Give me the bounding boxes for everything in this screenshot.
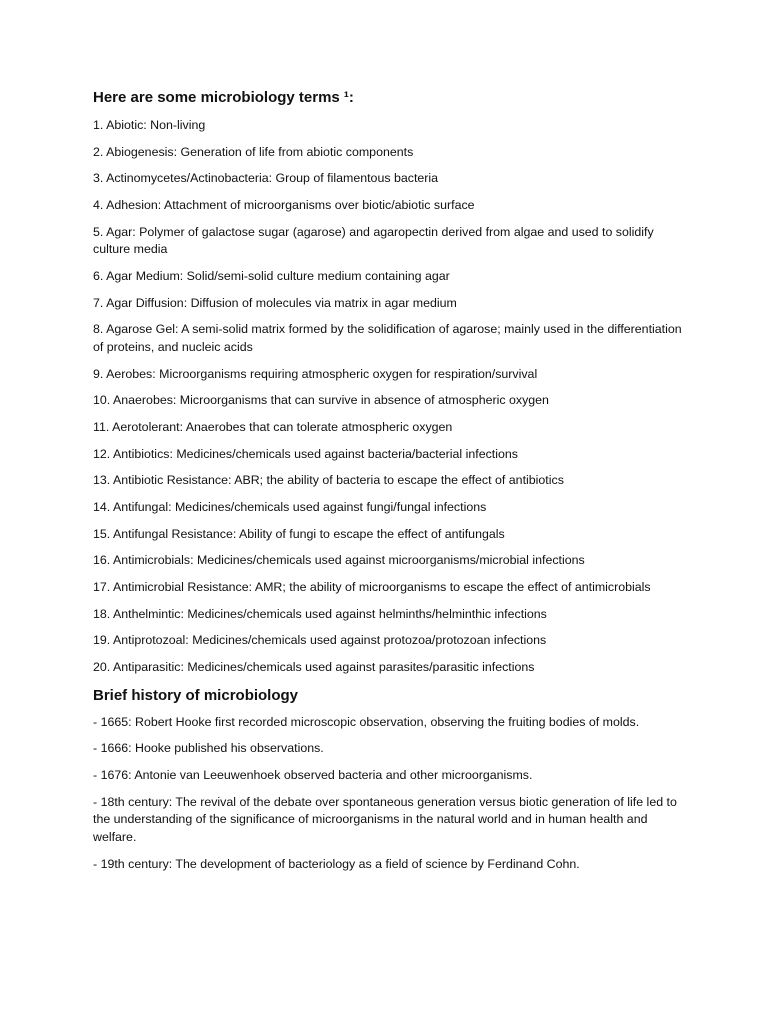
term-item: 18. Anthelmintic: Medicines/chemicals used against helminths/helminthic infections [93, 606, 547, 621]
term-item: 13. Antibiotic Resistance: ABR; the ability of bacteria to escape the effect of antibiotics [93, 473, 564, 488]
term-item: 19. Antiprotozoal: Medicines/chemicals used against protozoa/protozoan infections [93, 633, 547, 648]
term-item: 8. Agarose Gel: A semi-solid matrix formed by the solidification of agarose; mainly used in the differentiation of proteins, and nucleic acids [93, 322, 682, 354]
term-item: 9. Aerobes: Microorganisms requiring atmospheric oxygen for respiration/survival [93, 366, 538, 381]
term-item: 3. Actinomycetes/Actinobacteria: Group of filamentous bacteria [93, 171, 439, 186]
history-heading: Brief history of microbiology [93, 686, 299, 704]
document-page [93, 88, 683, 882]
term-item: 10. Anaerobes: Microorganisms that can survive in absence of atmospheric oxygen [93, 393, 549, 408]
term-item: 14. Antifungal: Medicines/chemicals used against fungi/fungal infections [93, 499, 487, 514]
term-item: 4. Adhesion: Attachment of microorganisms over biotic/abiotic surface [93, 198, 475, 213]
term-item: 2. Abiogenesis: Generation of life from abiotic components [93, 144, 414, 159]
term-item: 1. Abiotic: Non-living [93, 118, 206, 132]
history-item: - 18th century: The revival of the debate over spontaneous generation versus biotic generation of life led to the understanding of the significance of microorganisms in the natural world and in human health and welfare. [93, 794, 677, 844]
term-item: 17. Antimicrobial Resistance: AMR; the ability of microorganisms to escape the effect of antimicrobials [93, 580, 651, 594]
term-item: 15. Antifungal Resistance: Ability of fungi to escape the effect of antifungals [93, 526, 505, 541]
history-item: - 1676: Antonie van Leeuwenhoek observed bacteria and other microorganisms. [93, 768, 533, 783]
term-item: 16. Antimicrobials: Medicines/chemicals used against microorganisms/microbial infections [93, 553, 585, 568]
history-item: - 19th century: The development of bacteriology as a field of science by Ferdinand Cohn. [93, 856, 580, 871]
term-item: 12. Antibiotics: Medicines/chemicals used against bacteria/bacterial infections [93, 446, 518, 461]
term-item: 6. Agar Medium: Solid/semi-solid culture medium containing agar [93, 268, 450, 283]
term-item: 20. Antiparasitic: Medicines/chemicals used against parasites/parasitic infections [93, 660, 535, 675]
term-item: 5. Agar: Polymer of galactose sugar (agarose) and agaropectin derived from algae and used to solidify culture media [93, 224, 654, 257]
history-item: - 1666: Hooke published his observations. [93, 741, 324, 756]
term-item: 11. Aerotolerant: Anaerobes that can tolerate atmospheric oxygen [93, 419, 453, 434]
history-item: - 1665: Robert Hooke first recorded microscopic observation, observing the fruiting bodies of molds. [93, 714, 640, 729]
term-item: 7. Agar Diffusion: Diffusion of molecules via matrix in agar medium [93, 295, 457, 310]
terms-heading: Here are some microbiology terms ¹: [93, 89, 354, 106]
